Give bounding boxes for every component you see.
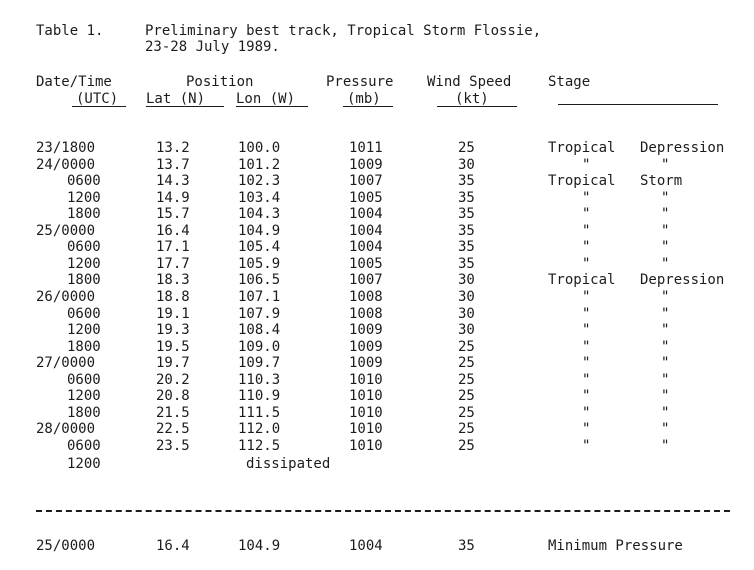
row-stage-2: Depression (640, 272, 725, 289)
header-utc: (UTC) (76, 91, 119, 107)
row-stage-1: " (582, 388, 591, 405)
row-wind: 25 (458, 421, 475, 438)
row-lat: 23.5 (156, 437, 190, 454)
row-lon: 107.9 (238, 305, 281, 322)
row-wind: 25 (458, 371, 475, 388)
row-lon: 111.5 (238, 404, 281, 421)
row-datetime: 1800 (67, 206, 101, 223)
table-row (0, 421, 754, 437)
row-wind: 25 (458, 404, 475, 421)
row-pressure: 1010 (349, 388, 383, 405)
row-lat: 17.1 (156, 239, 190, 256)
row-lat: 19.7 (156, 355, 190, 372)
table-row (0, 140, 754, 156)
row-wind: 35 (458, 206, 475, 223)
row-lon: 103.4 (238, 189, 281, 206)
table-title-line2: 23-28 July 1989. (145, 39, 280, 55)
row-lon: 110.3 (238, 371, 281, 388)
row-stage-1: " (582, 206, 591, 223)
row-stage-2: " (661, 255, 670, 272)
row-stage-2: " (661, 222, 670, 239)
table-row (0, 339, 754, 355)
row-lat: 21.5 (156, 404, 190, 421)
row-wind: 35 (458, 173, 475, 190)
row-lat: 19.1 (156, 305, 190, 322)
table-row (0, 239, 754, 255)
table-row (0, 405, 754, 421)
row-lat: 13.7 (156, 156, 190, 173)
row-pressure: 1009 (349, 322, 383, 339)
row-pressure: 1004 (349, 206, 383, 223)
row-stage-2: " (661, 338, 670, 355)
min-label: Minimum Pressure (548, 538, 683, 554)
row-pressure: 1007 (349, 272, 383, 289)
dissipated-text: dissipated (246, 456, 331, 472)
row-datetime: 0600 (67, 173, 101, 190)
header-lat: Lat (N) (146, 91, 206, 107)
row-datetime: 1200 (67, 255, 101, 272)
row-pressure: 1009 (349, 338, 383, 355)
row-stage-1: Tropical (548, 272, 616, 289)
row-pressure: 1005 (349, 189, 383, 206)
header-pressure: Pressure (326, 74, 394, 90)
header-kt: (kt) (455, 91, 489, 107)
row-stage-2: " (661, 404, 670, 421)
row-stage-1: " (582, 322, 591, 339)
row-lon: 105.9 (238, 255, 281, 272)
header-datetime: Date/Time (36, 74, 112, 90)
table-row (0, 322, 754, 338)
row-lat: 16.4 (156, 222, 190, 239)
dashed-divider (36, 510, 730, 512)
row-pressure: 1010 (349, 421, 383, 438)
row-stage-1: " (582, 255, 591, 272)
row-stage-1: " (582, 156, 591, 173)
row-stage-2: " (661, 371, 670, 388)
row-pressure: 1009 (349, 156, 383, 173)
row-lon: 108.4 (238, 322, 281, 339)
row-lat: 20.8 (156, 388, 190, 405)
row-stage-1: " (582, 189, 591, 206)
row-wind: 30 (458, 305, 475, 322)
underline-kt (437, 106, 517, 107)
row-stage-2: " (661, 322, 670, 339)
row-wind: 35 (458, 255, 475, 272)
row-lat: 18.8 (156, 288, 190, 305)
row-datetime: 1800 (67, 404, 101, 421)
row-stage-1: Tropical (548, 173, 616, 190)
row-lon: 110.9 (238, 388, 281, 405)
row-stage-1: " (582, 288, 591, 305)
row-pressure: 1007 (349, 173, 383, 190)
row-lat: 22.5 (156, 421, 190, 438)
row-datetime: 1800 (67, 272, 101, 289)
min-lon: 104.9 (238, 538, 281, 554)
row-pressure: 1005 (349, 255, 383, 272)
row-stage-2: " (661, 355, 670, 372)
min-datetime: 25/0000 (36, 538, 96, 554)
row-lon: 101.2 (238, 156, 281, 173)
table-row (0, 206, 754, 222)
row-stage-1: " (582, 421, 591, 438)
row-stage-1: " (582, 437, 591, 454)
row-pressure: 1009 (349, 355, 383, 372)
row-stage-2: " (661, 421, 670, 438)
row-lon: 106.5 (238, 272, 281, 289)
table-row (0, 272, 754, 288)
row-lon: 112.5 (238, 437, 281, 454)
row-pressure: 1004 (349, 239, 383, 256)
row-wind: 30 (458, 288, 475, 305)
row-datetime: 0600 (67, 239, 101, 256)
row-wind: 30 (458, 272, 475, 289)
table-row (0, 157, 754, 173)
row-stage-2: " (661, 305, 670, 322)
row-pressure: 1008 (349, 305, 383, 322)
row-pressure: 1004 (349, 222, 383, 239)
row-stage-2: " (661, 437, 670, 454)
row-lat: 14.3 (156, 173, 190, 190)
row-pressure: 1010 (349, 371, 383, 388)
row-datetime: 1200 (67, 388, 101, 405)
row-datetime: 1800 (67, 338, 101, 355)
row-stage-1: " (582, 222, 591, 239)
row-datetime: 0600 (67, 305, 101, 322)
row-stage-1: " (582, 355, 591, 372)
table-row (0, 289, 754, 305)
table-label: Table 1. (36, 23, 104, 39)
row-pressure: 1011 (349, 140, 383, 156)
row-stage-2: " (661, 206, 670, 223)
row-wind: 35 (458, 189, 475, 206)
row-lon: 104.9 (238, 222, 281, 239)
row-stage-1: " (582, 305, 591, 322)
table-row (0, 256, 754, 272)
row-stage-1: " (582, 338, 591, 355)
row-datetime: 0600 (67, 371, 101, 388)
row-stage-1: " (582, 371, 591, 388)
row-lon: 109.0 (238, 338, 281, 355)
table-row (0, 223, 754, 239)
min-pressure: 1004 (349, 538, 383, 554)
row-datetime: 1200 (67, 322, 101, 339)
row-stage-1: Tropical (548, 140, 616, 156)
row-lat: 18.3 (156, 272, 190, 289)
row-lat: 19.3 (156, 322, 190, 339)
row-datetime: 27/0000 (36, 355, 96, 372)
header-stage: Stage (548, 74, 591, 90)
row-wind: 30 (458, 322, 475, 339)
row-wind: 30 (458, 156, 475, 173)
table-row (0, 372, 754, 388)
row-lon: 107.1 (238, 288, 281, 305)
row-datetime: 28/0000 (36, 421, 96, 438)
dissipated-time: 1200 (67, 456, 101, 472)
header-wind: Wind Speed (427, 74, 512, 90)
row-wind: 25 (458, 437, 475, 454)
row-stage-2: Depression (640, 140, 725, 156)
row-datetime: 25/0000 (36, 222, 96, 239)
row-stage-1: " (582, 404, 591, 421)
row-wind: 25 (458, 140, 475, 156)
row-datetime: 0600 (67, 437, 101, 454)
row-lon: 100.0 (238, 140, 281, 156)
row-stage-1: " (582, 239, 591, 256)
table-row (0, 388, 754, 404)
row-wind: 25 (458, 338, 475, 355)
row-lon: 112.0 (238, 421, 281, 438)
row-stage-2: Storm (640, 173, 683, 190)
table-row (0, 306, 754, 322)
row-wind: 35 (458, 239, 475, 256)
table-row (0, 355, 754, 371)
underline-utc (72, 106, 126, 107)
header-lon: Lon (W) (236, 91, 296, 107)
row-stage-2: " (661, 239, 670, 256)
row-stage-2: " (661, 156, 670, 173)
row-datetime: 1200 (67, 189, 101, 206)
row-pressure: 1010 (349, 404, 383, 421)
header-position: Position (186, 74, 254, 90)
row-wind: 35 (458, 222, 475, 239)
row-lat: 13.2 (156, 140, 190, 156)
row-lon: 102.3 (238, 173, 281, 190)
row-lat: 19.5 (156, 338, 190, 355)
row-pressure: 1010 (349, 437, 383, 454)
row-datetime: 23/1800 (36, 140, 96, 156)
underline-stage (558, 104, 718, 105)
row-lat: 14.9 (156, 189, 190, 206)
underline-lat (146, 106, 224, 107)
header-mb: (mb) (347, 91, 381, 107)
row-pressure: 1008 (349, 288, 383, 305)
row-stage-2: " (661, 388, 670, 405)
underline-lon (236, 106, 308, 107)
row-lat: 17.7 (156, 255, 190, 272)
table-title-line1: Preliminary best track, Tropical Storm Flossie, (145, 23, 542, 39)
row-lon: 105.4 (238, 239, 281, 256)
row-datetime: 26/0000 (36, 288, 96, 305)
row-lon: 109.7 (238, 355, 281, 372)
underline-mb (343, 106, 393, 107)
row-datetime: 24/0000 (36, 156, 96, 173)
row-wind: 25 (458, 355, 475, 372)
table-row (0, 190, 754, 206)
row-lat: 20.2 (156, 371, 190, 388)
min-lat: 16.4 (156, 538, 190, 554)
min-wind: 35 (458, 538, 475, 554)
row-lon: 104.3 (238, 206, 281, 223)
row-lat: 15.7 (156, 206, 190, 223)
row-stage-2: " (661, 189, 670, 206)
row-wind: 25 (458, 388, 475, 405)
table-row (0, 173, 754, 189)
table-row (0, 438, 754, 454)
row-stage-2: " (661, 288, 670, 305)
